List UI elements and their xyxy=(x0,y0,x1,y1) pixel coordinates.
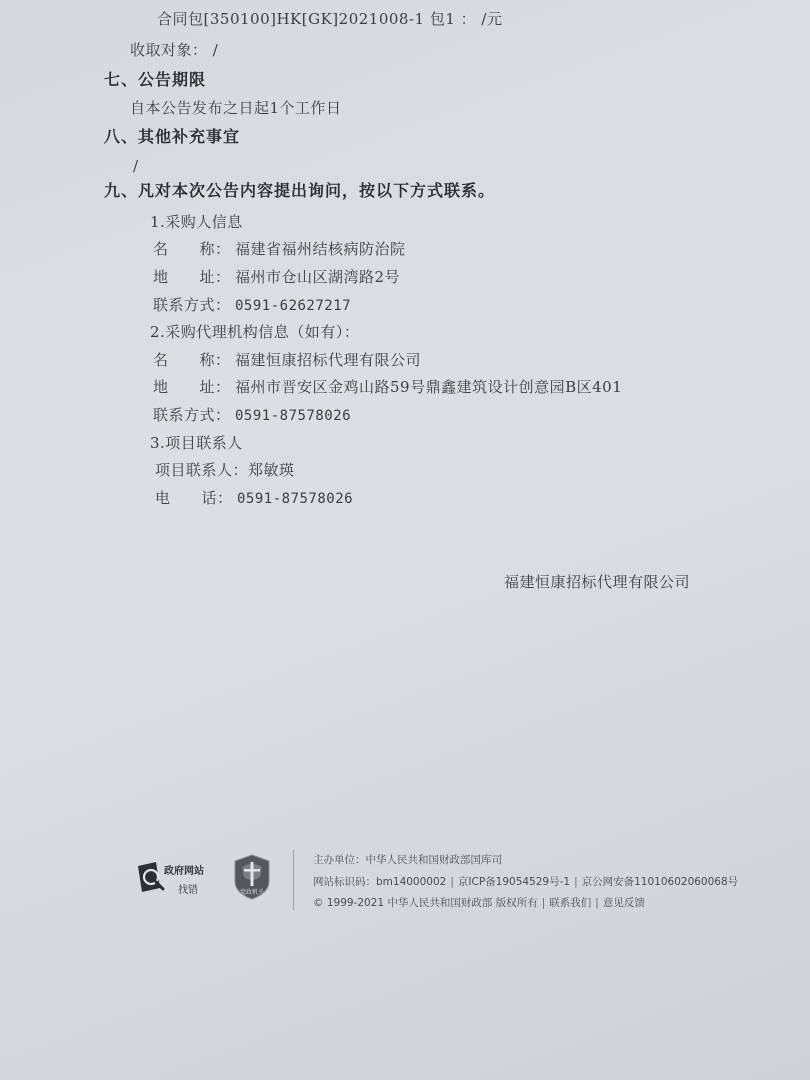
agency-title: 2.采购代理机构信息（如有）： xyxy=(150,323,360,341)
purchaser-name: 福建省福州结核病防治院 xyxy=(235,240,406,258)
footer-separator: | xyxy=(450,876,454,888)
purchaser-address-label: 地 址： xyxy=(153,268,231,286)
purchaser-address-row xyxy=(153,267,400,287)
gov-site-logo-text-top: 政府网站 xyxy=(164,866,204,877)
footer-separator: | xyxy=(595,897,599,909)
purchaser-contact: 0591-62627217 xyxy=(235,298,352,314)
purchaser-title: 1.采购人信息 xyxy=(150,213,243,231)
footer-divider xyxy=(293,850,294,910)
footer-registration-row xyxy=(313,875,738,889)
footer-copyright: © 1999-2021 中华人民共和国财政部 版权所有 xyxy=(313,897,538,909)
agency-address-row xyxy=(153,377,622,397)
footer-contact-link[interactable]: 联系我们 xyxy=(549,897,592,909)
footer-police-link[interactable]: 京公网安备11010602060068号 xyxy=(581,876,739,888)
footer-copyright-row xyxy=(313,896,645,910)
project-phone-row xyxy=(155,488,353,509)
section8-body: / xyxy=(133,157,139,175)
purchaser-name-label: 名 称： xyxy=(153,240,231,258)
agency-name-label: 名 称： xyxy=(153,351,231,369)
agency-contact: 0591-87578026 xyxy=(235,408,352,424)
party-badge-text: 党政机关 xyxy=(239,889,264,896)
project-contact-title: 3.项目联系人 xyxy=(150,434,243,452)
section7-body: 自本公告发布之日起1个工作日 xyxy=(130,99,342,117)
contract-package-line: 合同包[350100]HK[GK]2021008-1 包1 ： /元 xyxy=(157,10,503,28)
footer-site-id: 网站标识码：bm14000002 xyxy=(313,876,447,888)
footer-separator: | xyxy=(541,897,546,909)
recipient-line: 收取对象： / xyxy=(130,41,219,59)
project-person-label: 项目联系人： xyxy=(155,461,249,479)
footer-separator: | xyxy=(574,876,578,888)
signature-company: 福建恒康招标代理有限公司 xyxy=(504,573,691,591)
section7-heading: 七、公告期限 xyxy=(104,70,207,89)
gov-site-logo-text-bottom: 找错 xyxy=(178,885,198,896)
agency-address: 福州市晋安区金鸡山路59号鼎鑫建筑设计创意园B区401 xyxy=(235,378,623,396)
section8-heading: 八、其他补充事宜 xyxy=(104,127,241,146)
project-person: 郑敏瑛 xyxy=(248,461,295,479)
agency-contact-label: 联系方式： xyxy=(153,406,231,424)
purchaser-name-row xyxy=(153,239,406,259)
agency-name-row xyxy=(153,350,421,370)
purchaser-contact-row xyxy=(153,295,351,316)
agency-contact-row xyxy=(153,405,351,426)
party-government-badge[interactable] xyxy=(232,853,272,901)
purchaser-contact-label: 联系方式： xyxy=(153,296,231,314)
section9-heading: 九、凡对本次公告内容提出询问，按以下方式联系。 xyxy=(104,181,496,200)
footer-icp-link[interactable]: 京ICP备19054529号-1 xyxy=(457,876,571,888)
footer-feedback-link[interactable]: 意见反馈 xyxy=(602,897,645,909)
gov-site-error-report-logo[interactable] xyxy=(136,858,206,898)
footer-sponsor: 主办单位：中华人民共和国财政部国库司 xyxy=(313,854,502,866)
project-phone: 0591-87578026 xyxy=(237,491,354,507)
purchaser-address: 福州市仓山区湖湾路2号 xyxy=(235,268,401,286)
project-person-row xyxy=(155,460,295,480)
project-phone-label: 电 话： xyxy=(155,489,233,507)
agency-name: 福建恒康招标代理有限公司 xyxy=(235,351,422,369)
agency-address-label: 地 址： xyxy=(153,378,231,396)
